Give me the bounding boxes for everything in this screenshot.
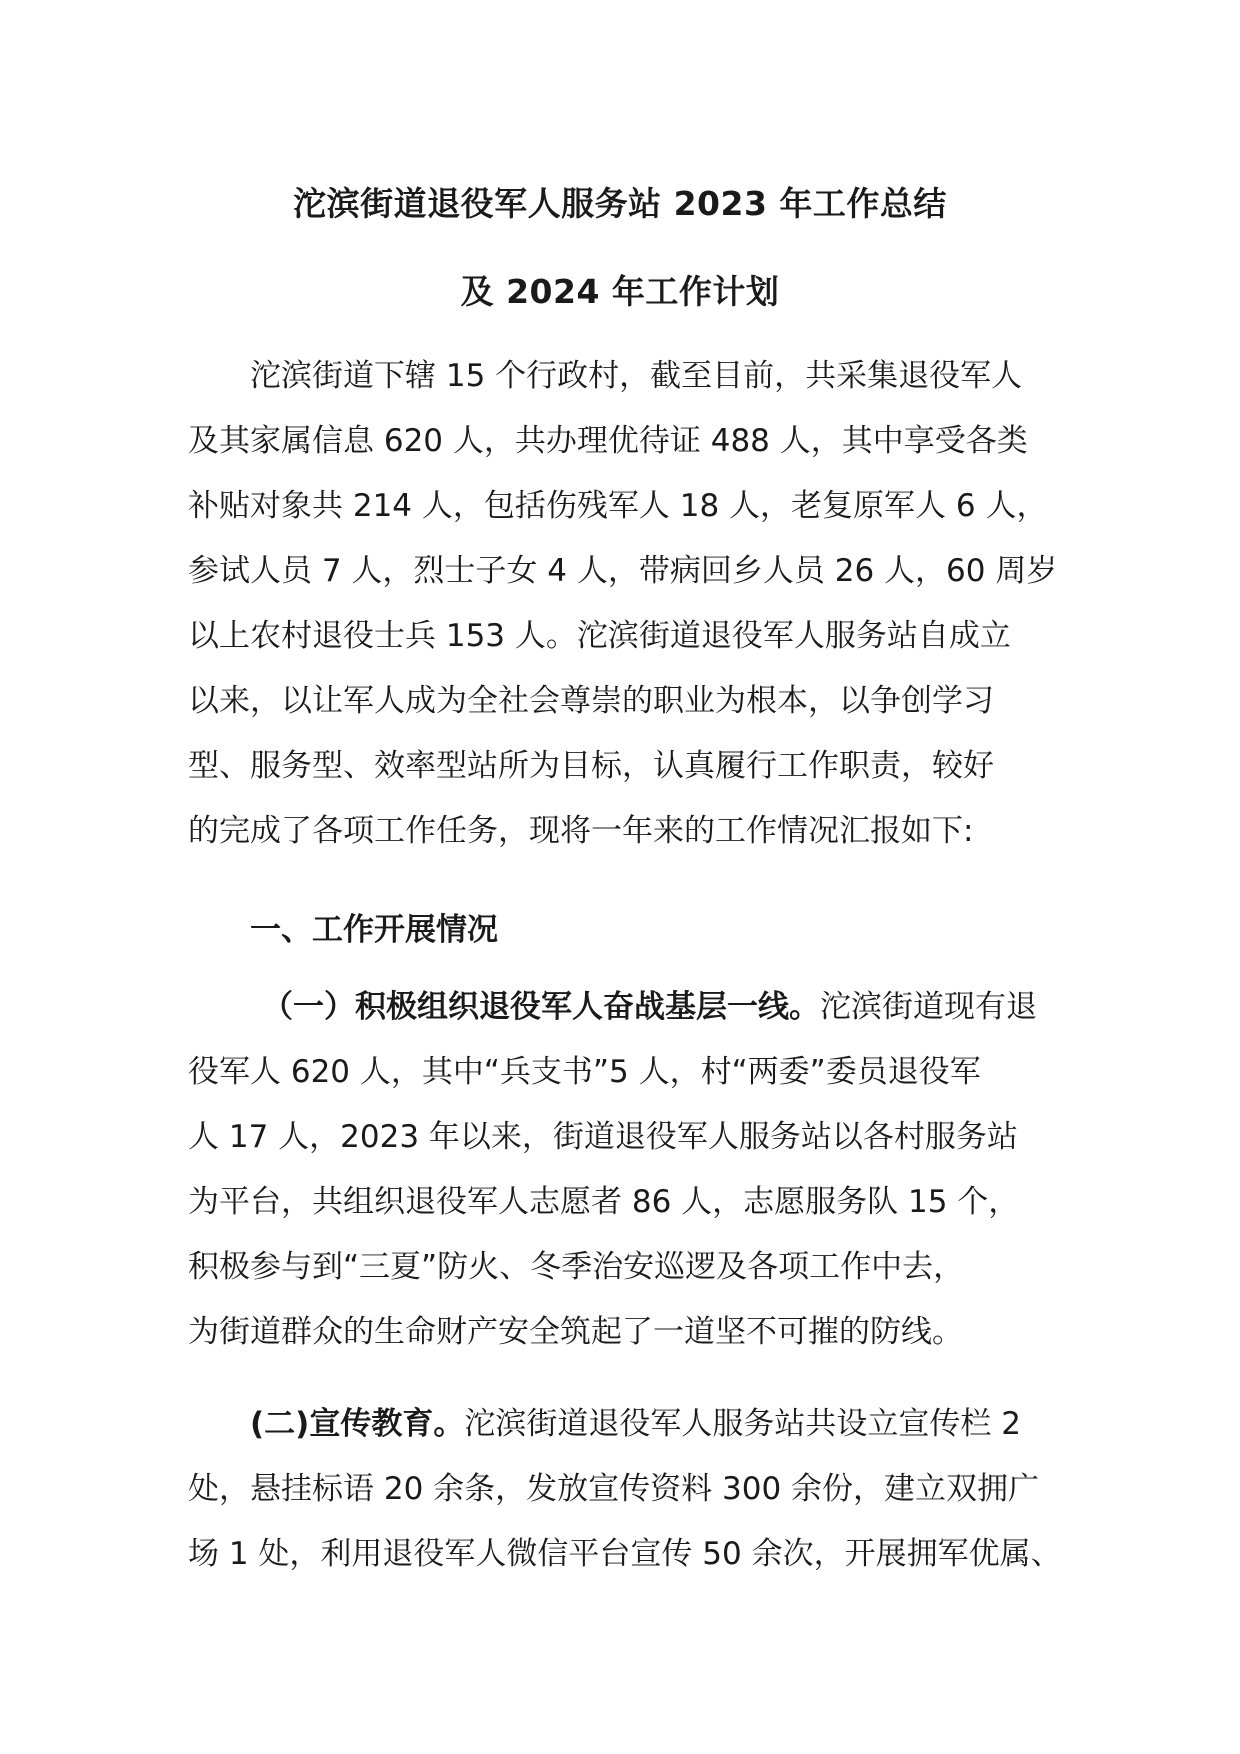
paragraph-line: 参试人员 7 人，烈士子女 4 人，带病回乡人员 26 人，60 周岁: [188, 553, 1058, 589]
item-1-lead: （一）积极组织退役军人奋战基层一线。: [262, 989, 820, 1025]
item-1-paragraph: [188, 975, 1068, 1365]
paragraph-first-line: [188, 975, 1068, 1040]
paragraph-line: 役军人 620 人，其中“兵支书”5 人，村“两委”委员退役军: [188, 1054, 981, 1090]
paragraph-line: 场 1 处，利用退役军人微信平台宣传 50 余次，开展拥军优属、: [188, 1536, 1062, 1572]
paragraph-line: 积极参与到“三夏”防火、冬季治安巡逻及各项工作中去，: [188, 1249, 965, 1285]
document-title-line-2: 及 2024 年工作计划: [460, 272, 780, 311]
paragraph-line: 沱滨街道下辖 15 个行政村，截至目前，共采集退役军人: [250, 358, 1023, 394]
paragraph-line: 为平台，共组织退役军人志愿者 86 人，志愿服务队 15 个，: [188, 1184, 1020, 1220]
intro-paragraph: [188, 344, 1068, 864]
paragraph-line: 型、服务型、效率型站所为目标，认真履行工作职责，较好: [188, 748, 994, 784]
item-2-paragraph: [188, 1392, 1068, 1587]
paragraph-line: 人 17 人，2023 年以来，街道退役军人服务站以各村服务站: [188, 1119, 1018, 1155]
paragraph-line: 为街道群众的生命财产安全筑起了一道坚不可摧的防线。: [188, 1314, 963, 1350]
paragraph-line: 处，悬挂标语 20 余条，发放宣传资料 300 余份，建立双拥广: [188, 1471, 1040, 1507]
paragraph-line: 补贴对象共 214 人，包括伤残军人 18 人，老复原军人 6 人，: [188, 488, 1048, 524]
item-2-lead: (二)宣传教育。: [250, 1406, 465, 1442]
item-2-first-line-text: 沱滨街道退役军人服务站共设立宣传栏 2: [464, 1406, 1021, 1442]
item-1-first-line-text: 沱滨街道现有退: [820, 989, 1037, 1025]
paragraph-line: 的完成了各项工作任务，现将一年来的工作情况汇报如下:: [188, 813, 974, 849]
paragraph-line: 以上农村退役士兵 153 人。沱滨街道退役军人服务站自成立: [188, 618, 1011, 654]
paragraph-first-line: [188, 1392, 1068, 1457]
document-title-line-1: 沱滨街道退役军人服务站 2023 年工作总结: [293, 184, 947, 223]
section-heading: 一、工作开展情况: [250, 912, 498, 948]
paragraph-line: 及其家属信息 620 人，共办理优待证 488 人，其中享受各类: [188, 423, 1028, 459]
paragraph-line: 以来，以让军人成为全社会尊崇的职业为根本，以争创学习: [188, 683, 994, 719]
